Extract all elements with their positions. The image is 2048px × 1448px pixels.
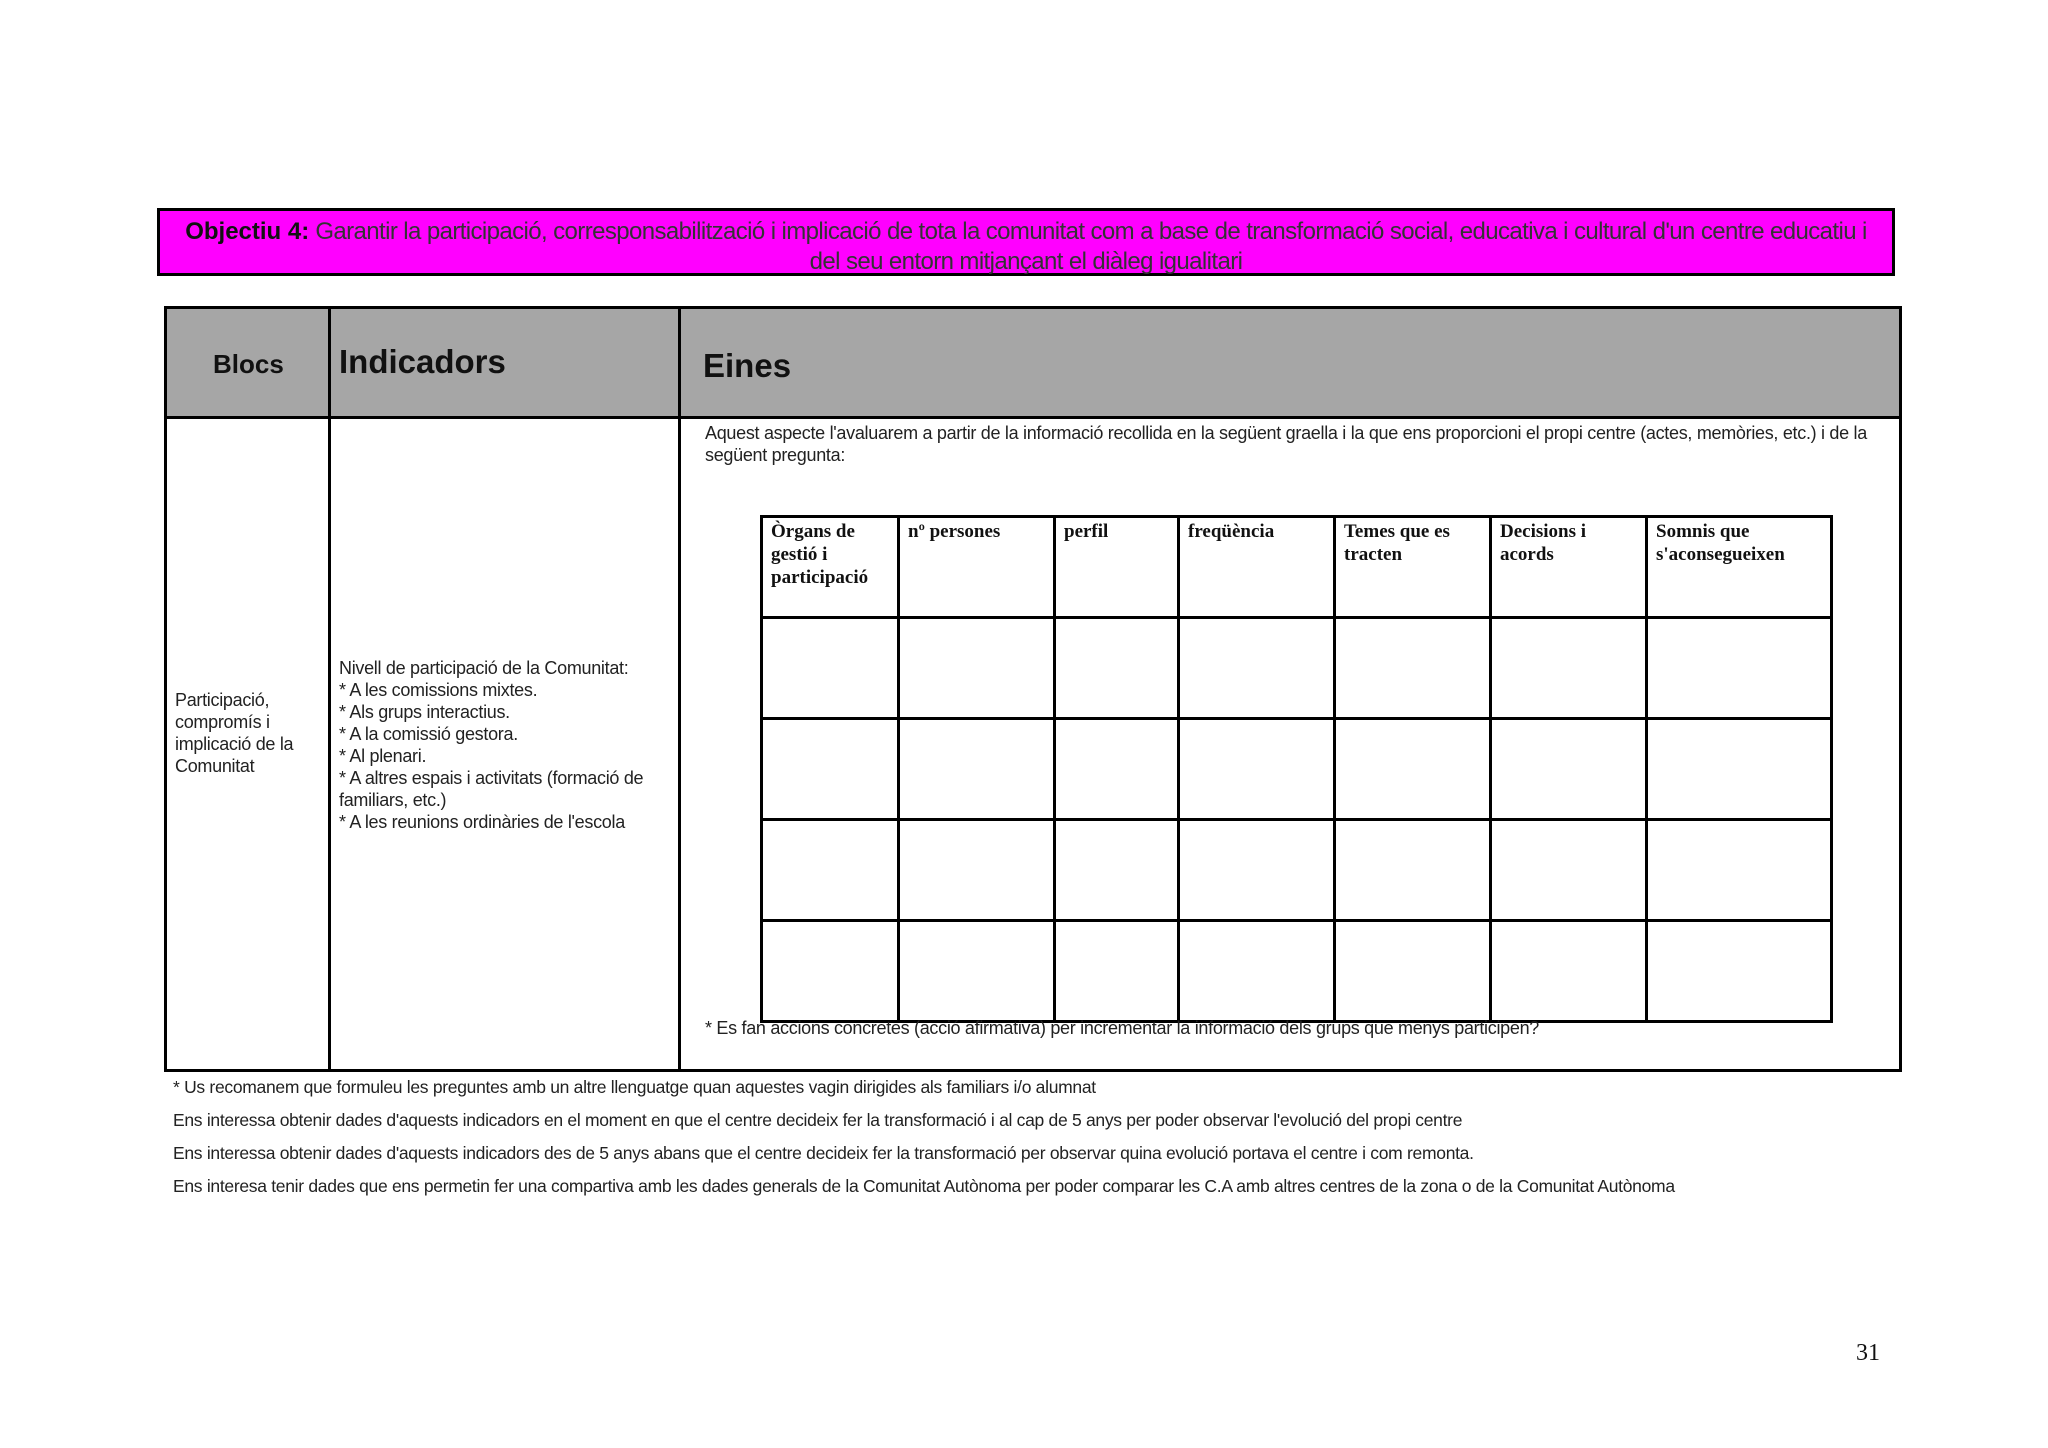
- grid-cell: [762, 820, 899, 921]
- grid-cell: [1335, 719, 1491, 820]
- footnote: * Us recomanem que formuleu les preguntes amb un altre llenguatge quan aquestes vagin dirigides als familiars i/o alumnat: [173, 1077, 1096, 1097]
- grid-cell: [762, 618, 899, 719]
- indicador-item: * Al plenari.: [339, 746, 427, 766]
- grid-cell: [899, 921, 1055, 1022]
- objective-banner: [157, 208, 1895, 276]
- indicador-item: * A les comissions mixtes.: [339, 680, 538, 700]
- grid-cell: [899, 618, 1055, 719]
- footnote: Ens interesa tenir dades que ens permetin fer una compartiva amb les dades generals de la Comunitat Autònoma per poder comparar les C.A amb altres centres de la zona o de la Comunitat Autònoma: [173, 1176, 1675, 1196]
- grid-cell: [1179, 820, 1335, 921]
- grid-col-organs: Òrgans de gestió i participació: [762, 517, 899, 618]
- grid-cell: [1335, 618, 1491, 719]
- grid-empty-row: [762, 921, 1832, 1022]
- grid-empty-row: [762, 820, 1832, 921]
- indicadors-list: [339, 657, 659, 833]
- grid-cell: [1491, 820, 1647, 921]
- grid-col-persones: nº persones: [899, 517, 1055, 618]
- header-indicadors: Indicadors: [339, 343, 506, 380]
- header-eines: Eines: [703, 347, 792, 384]
- grid-col-decisions: Decisions i acords: [1491, 517, 1647, 618]
- grid-cell: [1647, 921, 1832, 1022]
- column-divider: [678, 309, 681, 1069]
- footnote: Ens interessa obtenir dades d'aquests indicadors des de 5 anys abans que el centre decideix fer la transformació per observar quina evolució portava el centre i com remonta.: [173, 1143, 1474, 1163]
- grid-cell: [1647, 719, 1832, 820]
- grid-cell: [1055, 719, 1179, 820]
- grid-cell: [1491, 921, 1647, 1022]
- grid-cell: [762, 921, 899, 1022]
- grid-col-perfil: perfil: [1055, 517, 1179, 618]
- eines-intro: Aquest aspecte l'avaluarem a partir de la informació recollida en la següent graella i la que ens proporcioni el propi centre (actes, memòries, etc.) i de la següent pregunta:: [705, 423, 1867, 465]
- grid-cell: [1647, 820, 1832, 921]
- footnotes: [173, 1076, 1873, 1208]
- objective-label: Objectiu 4:: [185, 218, 310, 245]
- grid-empty-row: [762, 719, 1832, 820]
- indicador-item: Nivell de participació de la Comunitat:: [339, 658, 629, 678]
- grid-cell: [762, 719, 899, 820]
- column-divider: [328, 309, 331, 1069]
- objective-text: Garantir la participació, corresponsabilització i implicació de tota la comunitat com a base de transformació social, educativa i cultural d'un centre educatiu i del seu entorn mitjançant el diàleg igualitari: [315, 218, 1867, 275]
- grid-cell: [1055, 820, 1179, 921]
- indicador-item: * A les reunions ordinàries de l'escola: [339, 812, 625, 832]
- participation-grid: [760, 515, 1833, 1023]
- blocs-cell: Participació, compromís i implicació de la Comunitat: [175, 690, 294, 776]
- grid-cell: [1055, 921, 1179, 1022]
- grid-cell: [899, 719, 1055, 820]
- footnote: Ens interessa obtenir dades d'aquests indicadors en el moment en que el centre decideix fer la transformació i al cap de 5 anys per poder observar l'evolució del propi centre: [173, 1110, 1463, 1130]
- grid-cell: [1647, 618, 1832, 719]
- grid-cell: [1179, 719, 1335, 820]
- evaluation-table: [164, 306, 1902, 1072]
- grid-cell: [899, 820, 1055, 921]
- grid-cell: [1491, 618, 1647, 719]
- grid-cell: [1055, 618, 1179, 719]
- indicador-item: * Als grups interactius.: [339, 702, 510, 722]
- grid-header-row: [762, 517, 1832, 618]
- grid-col-temes: Temes que es tracten: [1335, 517, 1491, 618]
- grid-cell: [1335, 820, 1491, 921]
- page-number: 31: [1856, 1340, 1880, 1366]
- grid-cell: [1179, 921, 1335, 1022]
- indicador-item: * A altres espais i activitats (formació de familiars, etc.): [339, 768, 644, 810]
- grid-cell: [1335, 921, 1491, 1022]
- grid-cell: [1491, 719, 1647, 820]
- header-blocs: Blocs: [213, 349, 284, 379]
- grid-empty-row: [762, 618, 1832, 719]
- grid-col-frequencia: freqüència: [1179, 517, 1335, 618]
- grid-col-somnis: Somnis que s'aconsegueixen: [1647, 517, 1832, 618]
- indicador-item: * A la comissió gestora.: [339, 724, 518, 744]
- grid-cell: [1179, 618, 1335, 719]
- eines-question: * Es fan accions concretes (acció afirmativa) per incrementar la informació dels grups que menys participen?: [705, 1018, 1539, 1038]
